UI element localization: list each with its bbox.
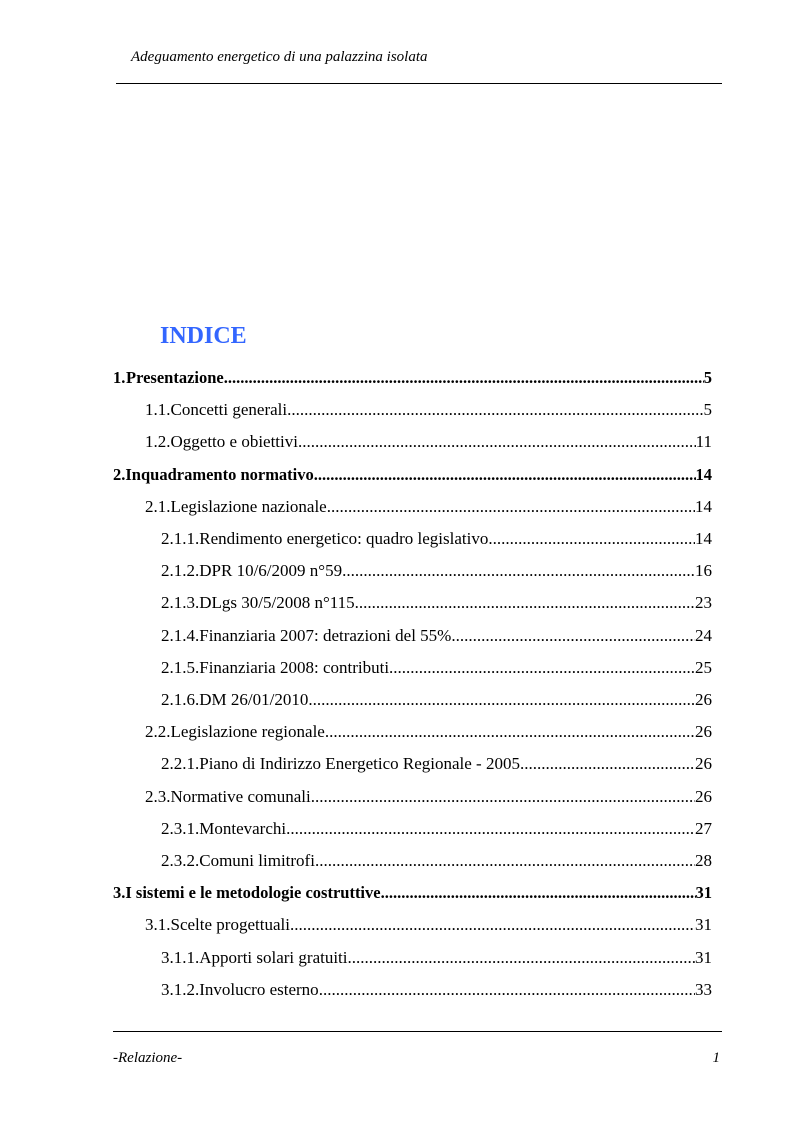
toc-entry-number: 2.2.1. [161, 754, 200, 773]
toc-entry-number: 2.3.2. [161, 851, 200, 870]
toc-entry-label: Legislazione nazionale [170, 497, 327, 516]
toc-entry-label: Involucro esterno [199, 980, 319, 999]
toc-entry-page: 27 [695, 819, 712, 838]
toc-entry-label: Apporti solari gratuiti [199, 948, 348, 967]
toc-entry[interactable] [161, 817, 712, 841]
toc-entry-number: 2.1.5. [161, 658, 200, 677]
toc-entry[interactable] [161, 849, 712, 873]
toc-dot-leader [342, 559, 695, 583]
toc-entry-label: Piano di Indirizzo Energetico Regionale - 2005 [199, 754, 520, 773]
toc-entry-label: I sistemi e le metodologie costruttive [125, 883, 381, 902]
toc-entry[interactable] [113, 463, 712, 487]
toc-entry-page: 16 [695, 561, 712, 580]
toc-dot-leader [520, 752, 695, 776]
toc-dot-leader [488, 527, 695, 551]
toc-dot-leader [348, 946, 695, 970]
toc-entry-number: 2.3. [145, 787, 171, 806]
toc-entry-page: 26 [695, 787, 712, 806]
toc-dot-leader [311, 785, 695, 809]
toc-entry-page: 11 [695, 432, 712, 451]
toc-entry-number: 3.1.2. [161, 980, 200, 999]
toc-entry-number: 3. [113, 883, 126, 902]
toc-entry-page: 33 [695, 980, 712, 999]
toc-entry-label: Finanziaria 2008: contributi [199, 658, 390, 677]
toc-entry-label: Inquadramento normativo [125, 465, 314, 484]
toc-entry[interactable] [161, 978, 712, 1002]
toc-dot-leader [381, 881, 696, 905]
footer-divider [113, 1031, 722, 1032]
toc-entry-number: 2.1. [145, 497, 171, 516]
toc-entry-number: 2.2. [145, 722, 171, 741]
toc-entry-label: DLgs 30/5/2008 n°115 [199, 593, 355, 612]
toc-entry-label: Normative comunali [170, 787, 311, 806]
toc-dot-leader [290, 913, 695, 937]
toc-entry[interactable] [161, 752, 712, 776]
toc-entry-page: 31 [695, 915, 712, 934]
index-heading: INDICE [160, 323, 247, 349]
toc-entry-label: Finanziaria 2007: detrazioni del 55% [199, 626, 452, 645]
toc-entry[interactable] [145, 495, 712, 519]
toc-dot-leader [355, 591, 695, 615]
toc-entry-label: Concetti generali [170, 400, 288, 419]
toc-entry-page: 31 [695, 948, 712, 967]
toc-entry-label: Comuni limitrofi [199, 851, 315, 870]
toc-dot-leader [224, 366, 704, 390]
toc-entry-number: 3.1. [145, 915, 171, 934]
toc-entry-number: 1.2. [145, 432, 171, 451]
toc-entry[interactable] [113, 881, 712, 905]
toc-entry-label: DM 26/01/2010 [199, 690, 309, 709]
toc-entry-page: 28 [695, 851, 712, 870]
toc-entry[interactable] [161, 624, 712, 648]
toc-entry-number: 2.1.3. [161, 593, 200, 612]
footer-label: -Relazione- [113, 1050, 183, 1066]
toc-entry[interactable] [145, 913, 712, 937]
toc-dot-leader [451, 624, 695, 648]
toc-dot-leader [327, 495, 695, 519]
toc-entry[interactable] [161, 656, 712, 680]
toc-entry-page: 25 [695, 658, 712, 677]
toc-entry-page: 24 [695, 626, 712, 645]
toc-entry-page: 14 [695, 497, 712, 516]
toc-entry-number: 2.1.6. [161, 690, 200, 709]
toc-entry-label: Montevarchi [199, 819, 287, 838]
toc-entry[interactable] [145, 398, 712, 422]
toc-dot-leader [298, 430, 696, 454]
toc-entry-label: Legislazione regionale [170, 722, 325, 741]
toc-entry-number: 2. [113, 465, 126, 484]
running-header: Adeguamento energetico di una palazzina isolata [131, 49, 428, 65]
toc-entry[interactable] [145, 785, 712, 809]
toc-dot-leader [325, 720, 695, 744]
toc-dot-leader [286, 817, 695, 841]
toc-dot-leader [389, 656, 695, 680]
toc-dot-leader [315, 849, 695, 873]
toc-entry[interactable] [161, 559, 712, 583]
toc-dot-leader [319, 978, 695, 1002]
toc-dot-leader [308, 688, 695, 712]
toc-entry-number: 2.3.1. [161, 819, 200, 838]
toc-entry-label: Scelte progettuali [170, 915, 290, 934]
toc-entry-page: 26 [695, 722, 712, 741]
toc-entry[interactable] [161, 946, 712, 970]
toc-entry-page: 14 [695, 529, 712, 548]
toc-entry[interactable] [113, 366, 712, 390]
toc-entry-label: Presentazione [125, 368, 224, 387]
toc-entry-number: 1. [113, 368, 126, 387]
toc-entry[interactable] [145, 720, 712, 744]
toc-entry-number: 1.1. [145, 400, 171, 419]
toc-entry-page: 31 [695, 883, 712, 902]
toc-entry-number: 2.1.1. [161, 529, 200, 548]
toc-entry[interactable] [161, 591, 712, 615]
toc-entry-label: Oggetto e obiettivi [170, 432, 298, 451]
toc-entry[interactable] [161, 688, 712, 712]
toc-dot-leader [314, 463, 696, 487]
toc-entry-number: 2.1.2. [161, 561, 200, 580]
toc-entry-page: 14 [695, 465, 712, 484]
toc-entry-page: 23 [695, 593, 712, 612]
toc-entry[interactable] [145, 430, 712, 454]
toc-entry-page: 26 [695, 754, 712, 773]
toc-entry-page: 5 [703, 368, 712, 387]
page-number: 1 [712, 1050, 720, 1066]
toc-entry-number: 2.1.4. [161, 626, 200, 645]
toc-entry-label: DPR 10/6/2009 n°59 [199, 561, 343, 580]
toc-entry-page: 5 [703, 400, 712, 419]
toc-entry-number: 3.1.1. [161, 948, 200, 967]
toc-dot-leader [287, 398, 703, 422]
toc-entry[interactable] [161, 527, 712, 551]
toc-entry-page: 26 [695, 690, 712, 709]
toc-entry-label: Rendimento energetico: quadro legislativo [199, 529, 489, 548]
